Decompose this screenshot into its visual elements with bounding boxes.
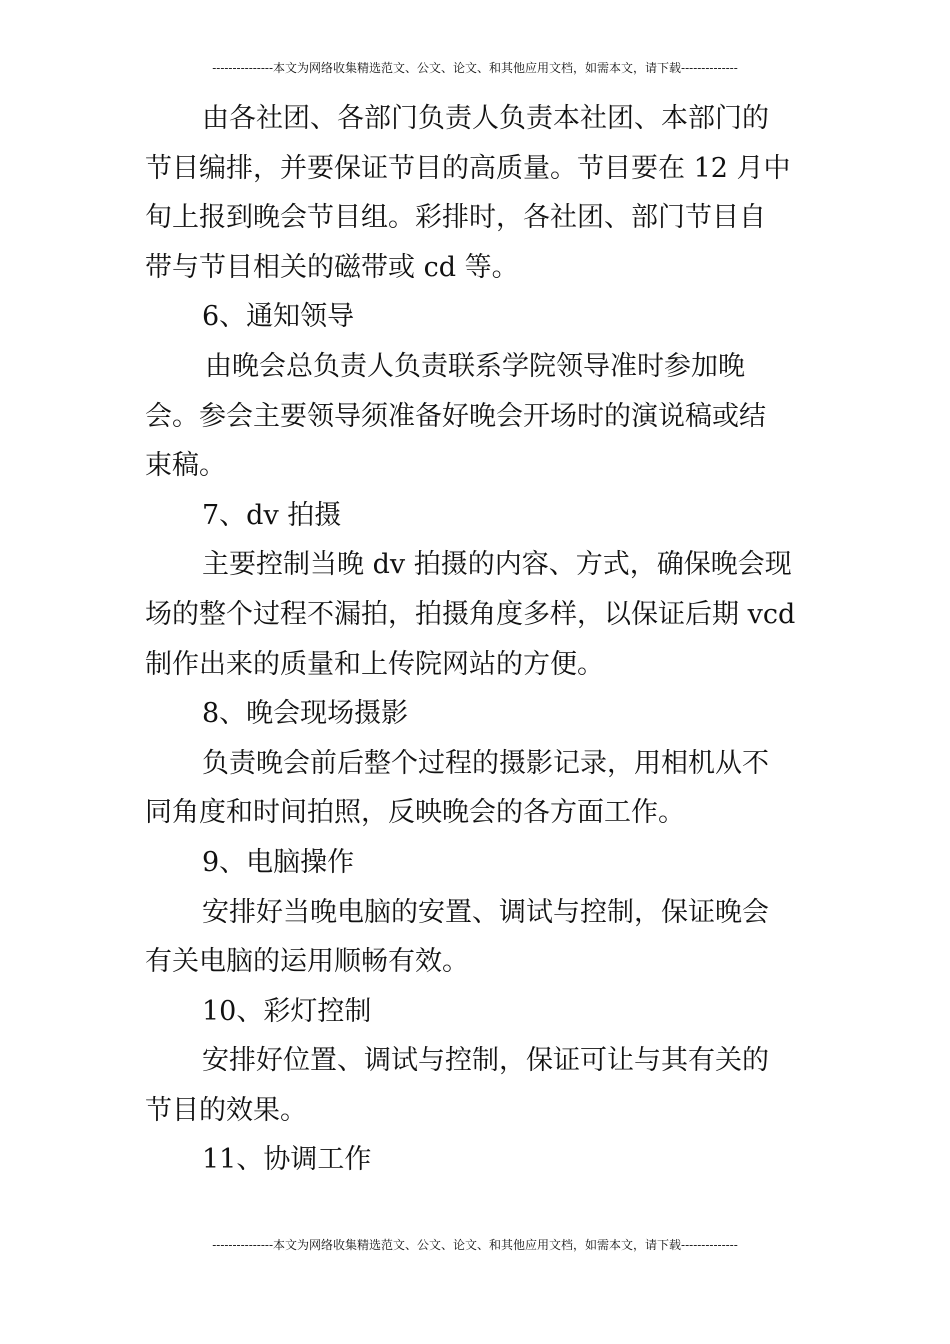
paragraph-line: 安排好位置、调试与控制，保证可让与其有关的	[202, 1045, 769, 1077]
paragraph-line: 同角度和时间拍照，反映晚会的各方面工作。	[145, 797, 685, 829]
paragraph-line: 制作出来的质量和上传院网站的方便。	[145, 648, 604, 680]
footer-banner: ---------------本文为网络收集精选范文、公文、论文、和其他应用文档，如需本文，请下载--------------	[212, 1238, 738, 1252]
paragraph-line: 节目编排，并要保证节目的高质量。节目要在 12 月中	[145, 152, 791, 184]
paragraph-line: 会。参会主要领导须准备好晚会开场时的演说稿或结	[145, 400, 766, 432]
paragraph-line: 安排好当晚电脑的安置、调试与控制，保证晚会	[202, 896, 769, 928]
paragraph-line: 有关电脑的运用顺畅有效。	[145, 946, 469, 978]
header-banner: ---------------本文为网络收集精选范文、公文、论文、和其他应用文档，如需本文，请下载--------------	[212, 61, 738, 75]
section-heading: 7、dv 拍摄	[202, 499, 342, 531]
paragraph-line: 束稿。	[145, 450, 226, 482]
document-body	[145, 94, 810, 1185]
paragraph-line: 由晚会总负责人负责联系学院领导准时参加晚	[205, 350, 745, 382]
paragraph-line: 旬上报到晚会节目组。彩排时，各社团、部门节目自	[145, 202, 766, 234]
paragraph-line: 由各社团、各部门负责人负责本社团、本部门的	[202, 103, 769, 134]
paragraph-line: 节目的效果。	[145, 1094, 307, 1126]
section-heading: 9、电脑操作	[202, 846, 355, 878]
section-heading: 6、通知领导	[202, 301, 355, 333]
paragraph-line: 负责晚会前后整个过程的摄影记录，用相机从不	[202, 747, 769, 779]
paragraph-line: 带与节目相关的磁带或 cd 等。	[145, 251, 519, 283]
section-heading: 10、彩灯控制	[202, 995, 372, 1027]
paragraph-line: 主要控制当晚 dv 拍摄的内容、方式，确保晚会现	[202, 549, 792, 581]
section-heading: 11、协调工作	[202, 1144, 372, 1176]
section-heading: 8、晚会现场摄影	[202, 698, 409, 730]
paragraph-line: 场的整个过程不漏拍，拍摄角度多样，以保证后期 vcd	[145, 598, 796, 630]
